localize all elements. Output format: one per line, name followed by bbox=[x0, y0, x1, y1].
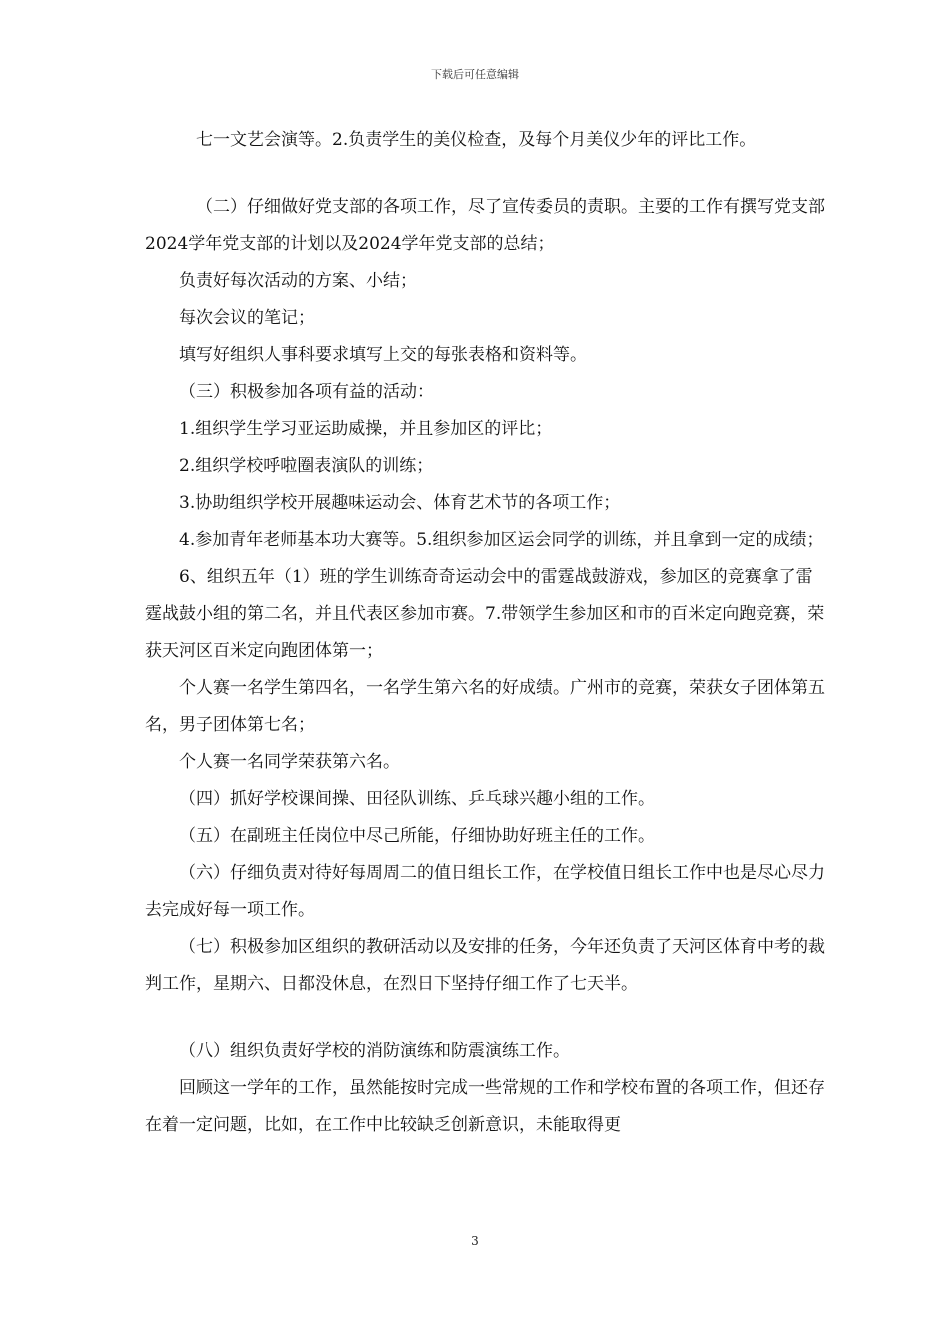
paragraph-6: （三）积极参加各项有益的活动： bbox=[179, 382, 434, 402]
spacer bbox=[145, 1003, 825, 1033]
paragraph-3: 负责好每次活动的方案、小结； bbox=[179, 271, 417, 291]
paragraph-16: （六）仔细负责对待好每周周二的值日组长工作，在学校值日组长工作中也是尽心尽力去完成好每一项工作。 bbox=[145, 863, 825, 920]
paragraph-9: 3.协助组织学校开展趣味运动会、体育艺术节的各项工作； bbox=[179, 493, 621, 513]
page-number: 3 bbox=[471, 1234, 479, 1248]
paragraph-17: （七）积极参加区组织的教研活动以及安排的任务，今年还负责了天河区体育中考的裁判工作，星期六、日都没休息，在烈日下坚持仔细工作了七天半。 bbox=[145, 937, 825, 994]
paragraph-2: （二）仔细做好党支部的各项工作，尽了宣传委员的责职。主要的工作有撰写党支部2024学年党支部的计划以及2024学年党支部的总结； bbox=[145, 197, 825, 254]
spacer bbox=[145, 159, 825, 189]
paragraph-15: （五）在副班主任岗位中尽己所能，仔细协助好班主任的工作。 bbox=[179, 826, 655, 846]
paragraph-10: 4.参加青年老师基本功大赛等。5.组织参加区运会同学的训练，并且拿到一定的成绩； bbox=[179, 530, 824, 550]
paragraph-1: 七一文艺会演等。2.负责学生的美仪检查，及每个月美仪少年的评比工作。 bbox=[196, 130, 757, 150]
document-body bbox=[145, 122, 825, 1144]
paragraph-18: （八）组织负责好学校的消防演练和防震演练工作。 bbox=[179, 1041, 570, 1061]
paragraph-14: （四）抓好学校课间操、田径队训练、乒乓球兴趣小组的工作。 bbox=[179, 789, 655, 809]
paragraph-11: 6、组织五年（1）班的学生训练奇奇运动会中的雷霆战鼓游戏，参加区的竞赛拿了雷霆战鼓小组的第二名，并且代表区参加市赛。7.带领学生参加区和市的百米定向跑竞赛，荣获天河区百米定向跑团体第一； bbox=[145, 567, 825, 661]
paragraph-19: 回顾这一学年的工作，虽然能按时完成一些常规的工作和学校布置的各项工作，但还存在着一定问题，比如，在工作中比较缺乏创新意识，未能取得更 bbox=[145, 1078, 825, 1135]
paragraph-12: 个人赛一名学生第四名，一名学生第六名的好成绩。广州市的竞赛，荣获女子团体第五名，男子团体第七名； bbox=[145, 678, 825, 735]
paragraph-8: 2.组织学校呼啦圈表演队的训练； bbox=[179, 456, 434, 476]
paragraph-13: 个人赛一名同学荣获第六名。 bbox=[179, 752, 400, 772]
page-header: 下载后可任意编辑 bbox=[431, 68, 519, 81]
paragraph-4: 每次会议的笔记； bbox=[179, 308, 315, 328]
paragraph-7: 1.组织学生学习亚运助威操，并且参加区的评比； bbox=[179, 419, 553, 439]
paragraph-5: 填写好组织人事科要求填写上交的每张表格和资料等。 bbox=[179, 345, 587, 365]
